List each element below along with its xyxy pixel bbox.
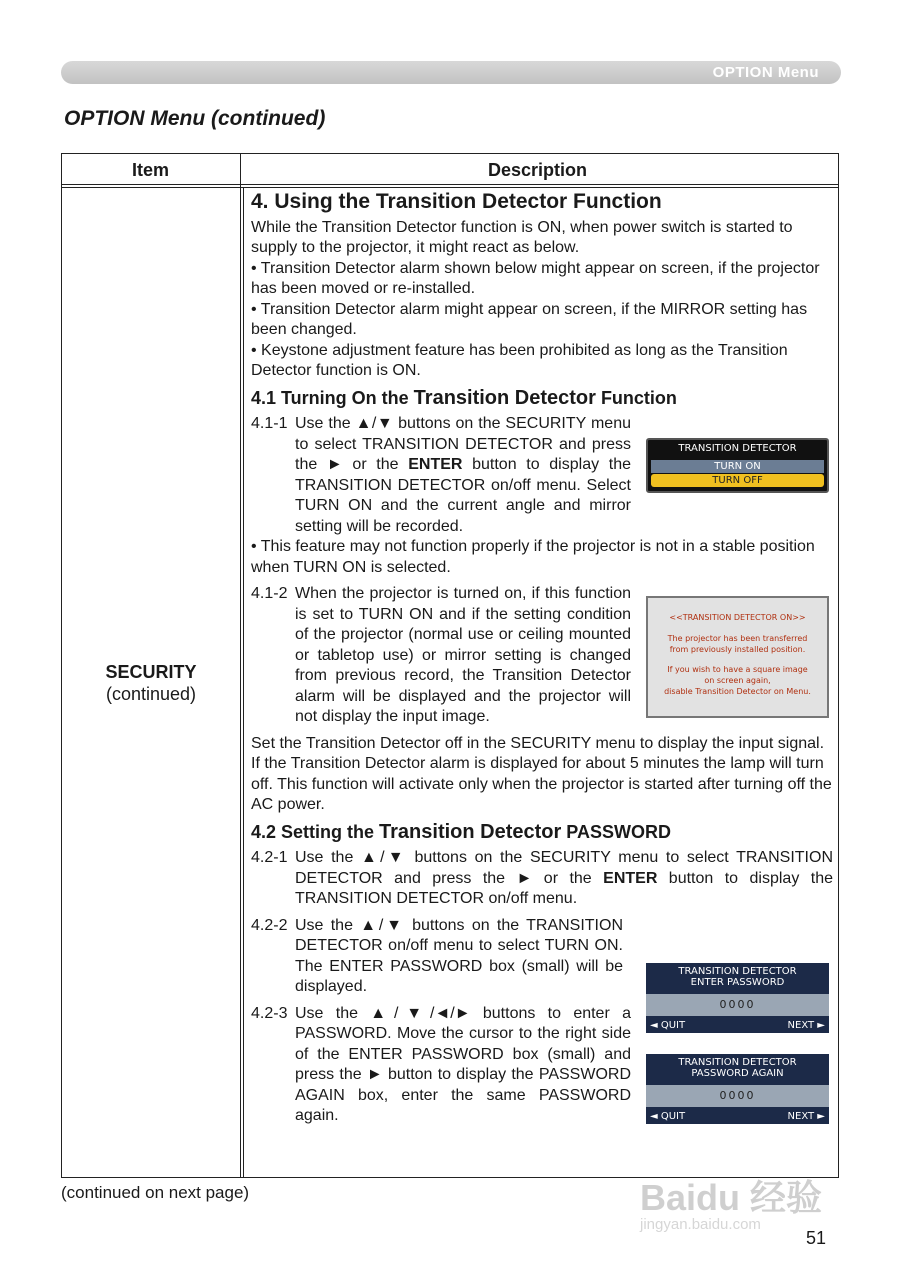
heading-part: 4.2 Setting the — [251, 821, 380, 842]
screen-subtitle: PASSWORD AGAIN — [691, 1068, 784, 1079]
step-para-1: Set the Transition Detector off in the SECURITY menu to display the input signal. — [251, 734, 825, 752]
password-again-screen — [646, 1054, 829, 1124]
password-field: 0000 — [646, 1085, 829, 1107]
step-text: Use the ▲/▼ buttons on the SECURITY menu to select TRANSITION DETECTOR and press the ► or the — [295, 415, 631, 473]
screen-subtitle: ENTER PASSWORD — [690, 977, 785, 988]
bullet-3: • Keystone adjustment feature has been prohibited as long as the Transition Detector function is ON. — [251, 341, 788, 379]
item-cell — [62, 661, 240, 705]
alarm-line: The projector has been transferred — [667, 634, 808, 643]
bullet-1: • Transition Detector alarm shown below might appear on screen, if the projector has been moved or re-installed. — [251, 259, 820, 297]
column-divider — [240, 154, 241, 1177]
alarm-line: If you wish to have a square image — [667, 665, 808, 674]
heading-part: PASSWORD — [561, 821, 671, 842]
intro-text: While the Transition Detector function is ON, when power switch is started to supply to the projector, it might react as below. — [251, 218, 793, 256]
alarm-line: on screen again, — [704, 676, 771, 685]
password-field: 0000 — [646, 994, 829, 1016]
item-sub: (continued) — [105, 684, 197, 704]
step-number: 4.2-2 — [251, 916, 288, 934]
continued-note: (continued on next page) — [61, 1183, 250, 1202]
column-header-description: Description — [488, 160, 588, 180]
menu-title: TRANSITION DETECTOR — [678, 443, 797, 454]
enter-keyword: ENTER — [603, 869, 658, 887]
item-name: SECURITY — [105, 662, 197, 682]
enter-keyword: ENTER — [408, 456, 463, 473]
alarm-line: from previously installed position. — [669, 645, 806, 654]
page-number: 51 — [806, 1228, 827, 1248]
step-body — [295, 848, 833, 910]
heading-part: Transition Detector — [379, 820, 562, 843]
transition-alarm-screen — [646, 596, 829, 718]
section-label: OPTION Menu — [712, 64, 819, 81]
next-label: NEXT ► — [787, 1020, 825, 1031]
screen-title: TRANSITION DETECTOR — [678, 1057, 797, 1068]
step-4-1-1 — [251, 414, 631, 537]
bullet-2: • Transition Detector alarm might appear on screen, if the MIRROR setting has been changed. — [251, 300, 808, 338]
quit-label: ◄ QUIT — [650, 1020, 686, 1031]
header-divider-double — [62, 187, 838, 188]
heading-part: 4.1 Turning On the — [251, 387, 414, 408]
step-para-2: If the Transition Detector alarm is displayed for about 5 minutes the lamp will turn off. This function will activate only when the projector is started after turning off the AC power. — [251, 755, 832, 813]
step-text: button to display the TRANSITION DETECTOR on/off menu. Select TURN ON and the current angle and mirror setting will be recorded. — [295, 456, 631, 535]
page-title: OPTION Menu (continued) — [64, 107, 326, 130]
turn-off-option: TURN OFF — [651, 474, 824, 487]
section-heading-4: 4. Using the Transition Detector Function — [251, 190, 662, 213]
heading-part: Function — [595, 387, 677, 408]
heading-part: Transition Detector — [413, 386, 596, 409]
step-note: • This feature may not function properly if the projector is not in a stable position when TURN ON is selected. — [251, 538, 815, 576]
step-number: 4.2-3 — [251, 1004, 288, 1022]
section-heading-4-1 — [251, 388, 833, 409]
step-number: 4.1-2 — [251, 585, 288, 602]
column-header-item: Item — [132, 160, 170, 180]
screen-title: TRANSITION DETECTOR — [678, 966, 797, 977]
column-divider-double — [243, 187, 244, 1177]
watermark-logo: Baidu 经验 — [640, 1177, 823, 1218]
step-body: Use the ▲/▼ buttons on the TRANSITION DETECTOR on/off menu to select TURN ON. The ENTER PASSWORD box (small) will be displayed. — [295, 916, 623, 995]
step-number: 4.2-1 — [251, 849, 288, 866]
step-number: 4.1-1 — [251, 415, 288, 432]
section-heading-4-2 — [251, 822, 833, 843]
step-4-2-2 — [251, 916, 623, 998]
alarm-line: disable Transition Detector on Menu. — [664, 687, 811, 696]
watermark-url: jingyan.baidu.com — [640, 1216, 761, 1233]
step-4-2-3 — [251, 1004, 631, 1127]
transition-detector-menu-screen — [646, 438, 829, 493]
header-divider — [62, 184, 838, 185]
next-label: NEXT ► — [787, 1111, 825, 1122]
step-4-1-2 — [251, 584, 631, 728]
step-text: button to display the TRANSITION DETECTOR on/off menu. — [295, 869, 833, 907]
step-4-2-1 — [251, 848, 833, 910]
step-body — [295, 414, 631, 537]
step-body: When the projector is turned on, if this function is set to TURN ON and if the setting condition of the projector (normal use or ceiling mounted or tabletop use) or mirror setting is changed from previous record, the Transition Detector alarm will be displayed and the projector will not display the input image. — [295, 585, 631, 725]
step-body: Use the ▲/▼/◄/► buttons to enter a PASSWORD. Move the cursor to the right side of the ENTER PASSWORD box (small) and press the ► button to display the PASSWORD AGAIN box, enter the same PASSWORD again. — [295, 1004, 631, 1124]
section-header-bar — [61, 61, 841, 84]
quit-label: ◄ QUIT — [650, 1111, 686, 1122]
alarm-title: <<TRANSITION DETECTOR ON>> — [669, 613, 806, 622]
enter-password-screen — [646, 963, 829, 1033]
turn-on-option: TURN ON — [651, 460, 824, 473]
step-text: Use the ▲/▼ buttons on the SECURITY menu to select TRANSITION DETECTOR and press the ► or the — [295, 849, 833, 887]
